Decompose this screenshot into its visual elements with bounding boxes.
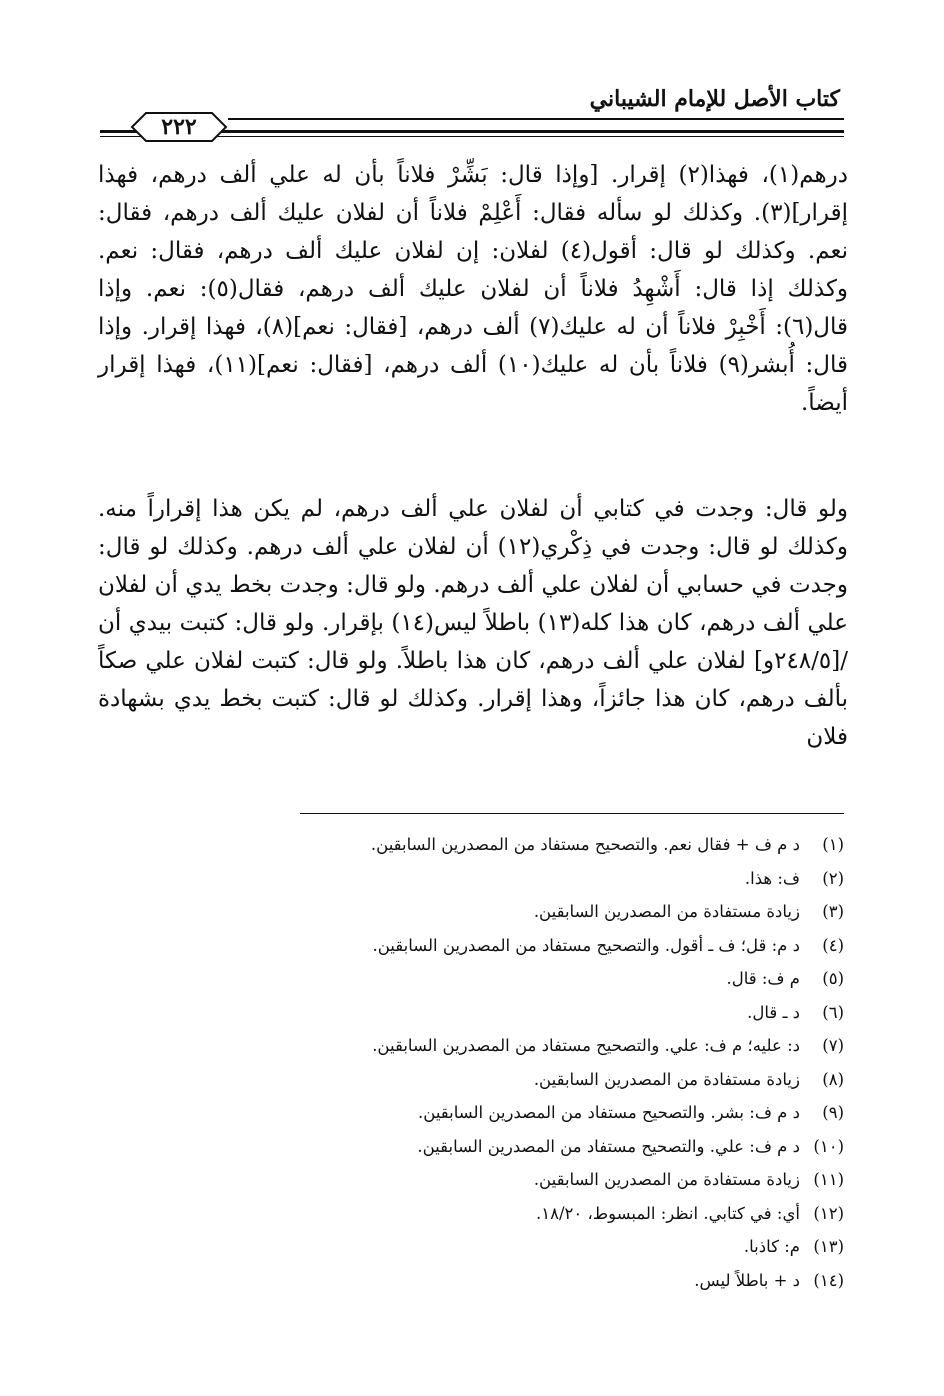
footnote-number: (١٢) xyxy=(813,1203,844,1223)
footnote-text: زيادة مستفادة من المصدرين السابقين. xyxy=(533,902,800,921)
footnote-text: د م: قل؛ ف ـ أقول. والتصحيح مستفاد من المصدرين السابقين. xyxy=(372,935,800,955)
footnote-text: م: كاذبا. xyxy=(743,1237,800,1256)
footnote-number: (١٣) xyxy=(813,1237,844,1256)
footnote-item xyxy=(100,828,844,862)
footnote-number: (٢) xyxy=(822,868,844,888)
page-number-badge xyxy=(130,110,228,144)
footnote-number: (٨) xyxy=(822,1069,844,1089)
body-paragraph-1 xyxy=(98,156,848,422)
footnote-number: (١) xyxy=(822,835,844,854)
footnote-text: م ف: قال. xyxy=(726,969,800,988)
footnote-text: د: عليه؛ م ف: علي. والتصحيح مستفاد من المصدرين السابقين. xyxy=(372,1036,800,1055)
footnote-text: د ـ قال. xyxy=(747,1002,800,1022)
footnote-number: (٧) xyxy=(822,1036,844,1055)
footnote-item xyxy=(100,996,844,1030)
paragraph-text: درهم(١)، فهذا(٢) إقرار. [وإذا قال: بَشِّرْ فلاناً بأن له علي ألف درهم، فهذا إقرار](٣). وكذلك لو سأله فقال: أَعْلِمْ فلاناً أن لفلان عليك ألف درهم، فقال: نعم. وكذلك لو قال: أقول(٤) لفلان: إن لفلان عليك ألف درهم، فقال: نعم. وكذلك إذا قال: أَشْهِدُ فلاناً أن لفلان عليك ألف درهم، فقال(٥): نعم. وإذا قال(٦): أَخْبِرْ فلاناً أن له عليك(٧) ألف درهم، [فقال: نعم](٨)، فهذا إقرار. وإذا قال: أُبشر(٩) فلاناً بأن له عليك(١٠) ألف درهم، [فقال: نعم](١١)، فهذا إقرار أيضاً. xyxy=(98,162,849,416)
footnote-text: ف: هذا. xyxy=(744,868,800,888)
footnote-number: (٣) xyxy=(822,902,844,921)
footnote-item xyxy=(100,929,844,963)
footnote-text: زيادة مستفادة من المصدرين السابقين. xyxy=(533,1170,800,1189)
footnote-item xyxy=(100,1264,844,1298)
footnote-item xyxy=(100,1230,844,1264)
footnote-item xyxy=(100,1197,844,1231)
footnote-number: (١٤) xyxy=(813,1270,844,1290)
footnote-item xyxy=(100,1029,844,1063)
footnote-number: (١١) xyxy=(813,1170,844,1189)
footnote-text: د م ف: بشر. والتصحيح مستفاد من المصدرين السابقين. xyxy=(418,1103,800,1122)
footnote-number: (١٠) xyxy=(813,1136,844,1156)
footnote-text: د م ف + فقال نعم. والتصحيح مستفاد من المصدرين السابقين. xyxy=(370,835,800,854)
header-rule-top xyxy=(228,118,844,120)
running-header-title: كتاب الأصل للإمام الشيباني xyxy=(589,86,840,112)
body-paragraph-2 xyxy=(98,490,848,756)
page-number: ٢٢٢ xyxy=(161,114,197,140)
footnote-item xyxy=(100,862,844,896)
footnote-number: (٥) xyxy=(822,969,844,988)
footnote-item xyxy=(100,1063,844,1097)
footnote-text: د م ف: علي. والتصحيح مستفاد من المصدرين السابقين. xyxy=(417,1136,800,1156)
footnote-separator xyxy=(300,813,844,814)
footnote-item xyxy=(100,1096,844,1130)
footnote-text: زيادة مستفادة من المصدرين السابقين. xyxy=(533,1069,800,1089)
footnote-number: (٦) xyxy=(822,1002,844,1022)
footnote-item xyxy=(100,962,844,996)
footnote-text: د + باطلاً ليس. xyxy=(694,1270,800,1290)
footnote-number: (٤) xyxy=(822,935,844,955)
footnote-item xyxy=(100,1130,844,1164)
footnotes-list xyxy=(100,828,844,1297)
paragraph-text: ولو قال: وجدت في كتابي أن لفلان علي ألف درهم، لم يكن هذا إقراراً منه. وكذلك لو قال: وجدت في ذِكْري(١٢) أن لفلان علي ألف درهم. وكذلك لو قال: وجدت في حسابي أن لفلان علي ألف درهم. ولو قال: وجدت بخط يدي أن لفلان علي ألف درهم، كان هذا كله(١٣) باطلاً ليس(١٤) بإقرار. ولو قال: كتبت بيدي أن /[٢٤٨/٥و] لفلان علي ألف درهم، كان هذا باطلاً. ولو قال: كتبت لفلان علي صكاً بألف درهم، كان هذا جائزاً، وهذا إقرار. وكذلك لو قال: كتبت بخط يدي بشهادة فلان xyxy=(98,496,848,750)
footnote-number: (٩) xyxy=(822,1103,844,1122)
footnote-item xyxy=(100,895,844,929)
footnote-text: أي: في كتابي. انظر: المبسوط، ١٨/٢٠. xyxy=(536,1203,800,1223)
footnote-item xyxy=(100,1163,844,1197)
